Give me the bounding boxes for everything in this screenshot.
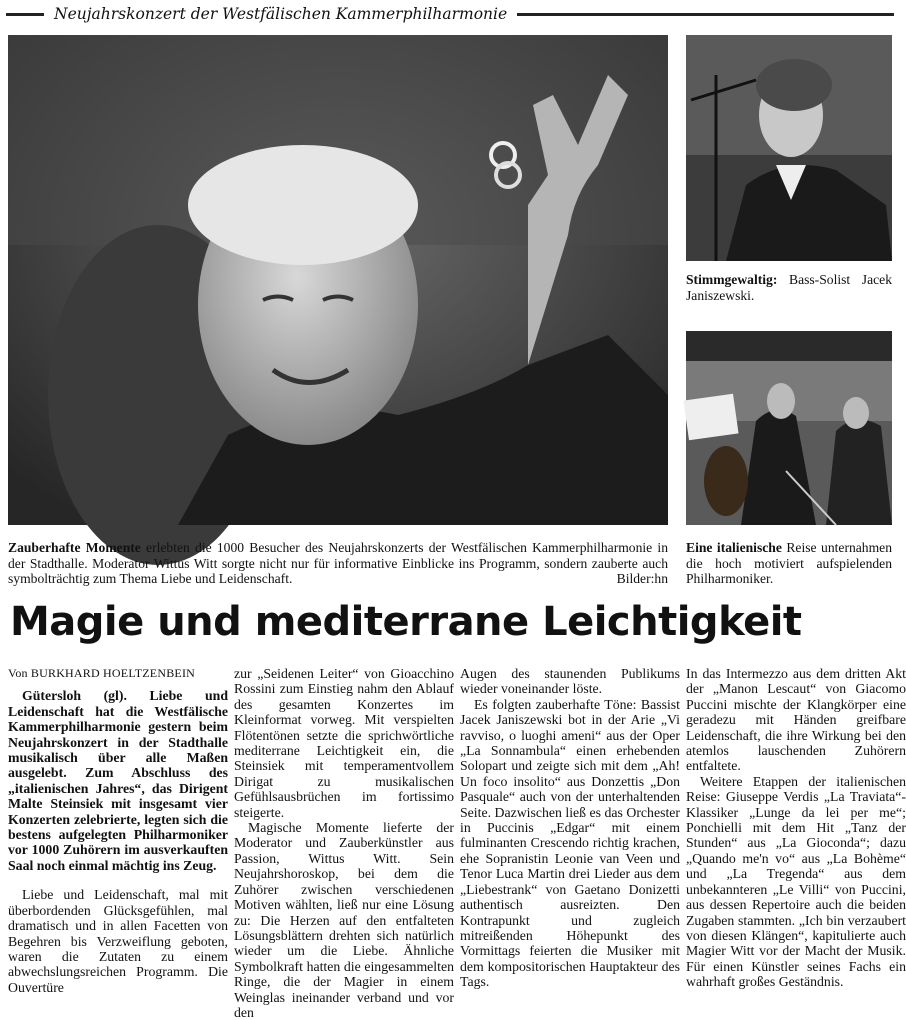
singer-caption-bold: Stimmgewaltig: [686, 272, 778, 287]
article-lead: Gütersloh (gl). Liebe und Leidenschaft hat die Westfälische Kammerphilharmonie gestern beim Neujahrskonzert in der Stadthalle musikalisch über alle Maßen ausgelebt. Zum Abschluss des „italienischen Jahres“, das Dirigent Malte Steinsiek mit insgesamt vier Konzerten zelebrierte, legten sich die bestens aufgelegten Philharmoniker vor 1000 Zuhörern im ausverkauften Saal noch einmal mächtig ins Zeug. [8, 688, 228, 873]
photo-credit: Bilder:hn [616, 571, 668, 586]
article-column-2 [234, 666, 454, 1020]
orchestra-caption-text: Reise unternahmen die hoch motiviert aufspielenden Philharmoniker. [686, 540, 893, 586]
article-column-4 [686, 666, 906, 990]
article-paragraph: zur „Seidenen Leiter“ von Gioacchino Rossini zum Einstieg nahm den Ablauf des gesamten Konzertes im Kleinformat vorweg. Mit verspielten Flötentönen setzte die sprichwörtliche mediterrane Leichtigkeit ein, die Steinsiek mit temperamentvollem Dirigat zu musikalischen Gefühlsausbrüchen im fortissimo steigerte. [234, 666, 454, 820]
orchestra-caption [686, 540, 892, 587]
singer-caption [686, 272, 892, 303]
orchestra-caption-bold: Eine italienische [686, 540, 782, 555]
main-caption [8, 540, 668, 587]
rubric-rule-left [6, 13, 44, 16]
article-paragraph: Es folgten zauberhafte Töne: Bassist Jacek Janiszewski bot in der Arie „Vi ravviso, o luoghi ameni“ aus der Oper „La Sonnambula“ einen erhebenden Solopart und zeigte sich mit dem „Ah! Un foco insolito“ aus Donzettis „Don Pasquale“ auch von der unterhaltenden Seite. Dazwischen ließ es das Orchester in Puccinis „Edgar“ mit einem fulminanten Crescendo richtig krachen, ehe Sopranistin Leonie van Veen und Tenor Luca Martin drei Lieder aus dem „Liebestrank“ von Gaetano Donizetti authentisch ausreizten. Den Kontrapunkt und zugleich mitreißenden Höhepunkt des Vormittags feierten die Musiker mit dem kompositorischen Hauptakteur des Tags. [460, 696, 680, 990]
article-paragraph: Weitere Etappen der italienischen Reise: Giuseppe Verdis „La Traviata“-Klassiker „Lunge da lei per me“; Ponchielli mit dem Hit „Tanz der Stunden“ aus „La Gioconda“; dazu „Quando me'n vo“ aus „La Bohème“ und „La Tregenda“ aus dem unbekannteren „Le Villi“ von Puccini, aus dessen Repertoire auch die beiden Zugaben stammten. „Ich bin verzaubert von diesen Klängen“, kapitulierte auch Magier Witt vor der Macht der Musik. Für einen Künstler seines Fachs ein wahrhaft großes Geständnis. [686, 773, 906, 990]
headline: Magie und mediterrane Leichtigkeit [10, 599, 802, 645]
article-paragraph: Liebe und Leidenschaft, mal mit überbordenden Glücksgefühlen, mal dramatisch und in allen Facetten von Begehren bis Verzweiflung geboten, waren die Zutaten zu einem abwechslungsreichen Programm. Die Ouvertüre [8, 887, 228, 995]
singer-photo [686, 35, 892, 261]
article-paragraph: Augen des staunenden Publikums wieder voneinander löste. [460, 666, 680, 697]
orchestra-photo-image [686, 331, 892, 525]
singer-photo-image [686, 35, 892, 261]
article-paragraph: Magische Momente lieferte der Moderator und Zauberkünstler aus Passion, Wittus Witt. Sein Neujahrshoroskop, bei dem die Zuhörer zwischen verschiedenen Motiven wählten, ließ nur eine Lösung zu: Die Herzen auf den entfalteten Lösungsblättern drehten sich natürlich wieder um die Liebe. Ähnliche Symbolkraft hatten die eingesammelten Ringe, die der Magier in einem Weinglas ineinander verband und vor den [234, 820, 454, 1020]
section-rubric [6, 4, 894, 24]
article-column-1 [8, 666, 228, 995]
main-caption-text: erlebten die 1000 Besucher des Neujahrskonzerts der Westfälischen Kammerphilharmonie in der Stadthalle. Moderator Wittus Witt sorgte nicht nur für informative Einblicke ins Programm, sondern zauberte auch symbolträchtig zum Thema Liebe und Leidenschaft. [8, 540, 668, 586]
byline: Von BURKHARD HOELTZENBEIN [8, 666, 196, 680]
main-photo-image [8, 35, 668, 525]
rubric-title: Neujahrskonzert der Westfälischen Kammerphilharmonie [54, 5, 508, 23]
main-caption-bold: Zauberhafte Momente [8, 540, 141, 555]
rubric-rule-right [517, 13, 894, 16]
main-photo [8, 35, 668, 525]
paragraph-gap [8, 873, 228, 887]
orchestra-photo [686, 331, 892, 525]
singer-caption-text: Bass-Solist Jacek Janiszewski. [686, 272, 892, 303]
article-column-3 [460, 666, 680, 990]
article-paragraph: In das Intermezzo aus dem dritten Akt der „Manon Lescaut“ von Giacomo Puccini mischte der Klangkörper eine geradezu mit Händen greifbare Leidenschaft, die ihre Wirkung bei den atemlos lauschenden Zuhörern entfaltete. [686, 666, 906, 774]
